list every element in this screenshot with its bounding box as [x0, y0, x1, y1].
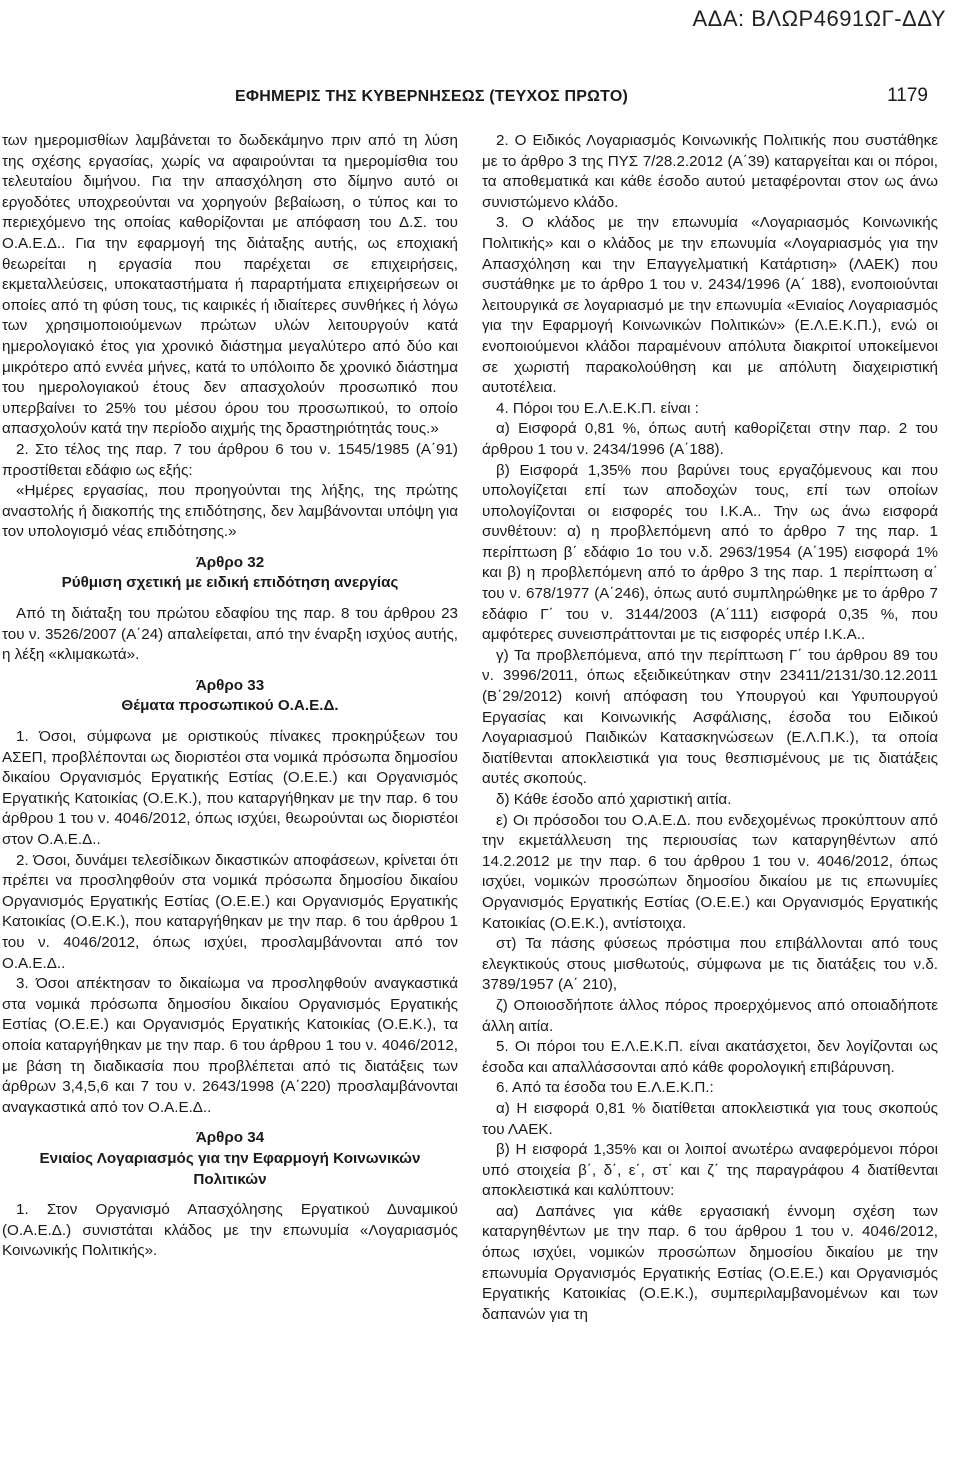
paragraph: 1. Στον Οργανισμό Απασχόλησης Εργατικού Δυναμικού (Ο.Α.Ε.Δ.) συνιστάται κλάδος με την επωνυμία «Λογαριασμός Κοινωνικής Πολιτικής». — [2, 1201, 458, 1260]
paragraph: αα) Δαπάνες για κάθε εργασιακή έννομη σχέση των καταργηθέντων με την παρ. 6 του άρθρου 1 του ν. 4046/2012, όπως ισχύει, νομικών προσώπων δημοσίου δικαίου με την επωνυμία Οργανισμός Εργατικής Εστίας (Ο.Ε.Ε.) και Οργανισμός Εργατικής Κατοικίας (Ο.Ε.Κ.), συμπεριλαμβανομένων και των δαπανών για τη — [482, 1202, 938, 1323]
article-32-title: Ρύθμιση σχετική με ειδική επιδότηση ανεργίας — [61, 574, 399, 592]
paragraph: 3. Ο κλάδος με την επωνυμία «Λογαριασμός Κοινωνικής Πολιτικής» και ο κλάδος με την επωνυμία «Λογαριασμός για την Απασχόληση και την Επαγγελματική Κατάρτιση» (ΛΑΕΚ) που συστάθηκε με το άρθρο 1 του ν. 2434/1996 (Α΄ 188), ενοποιούνται λειτουργικά σε λογαριασμό με την επωνυμία «Ενιαίος Λογαριασμός για την Εφαρμογή Κοινωνικών Πολιτικών» (Ε.Λ.Ε.Κ.Π.), ενώ οι ενοποιούμενοι κλάδοι παραμένουν απόλυτα διακριτοί υποκείμενοι σε χωριστή παρακολούθηση και με απόλυτη διαχειριστική αυτοτέλεια. — [482, 214, 938, 397]
paragraph: 2. Όσοι, δυνάμει τελεσίδικων δικαστικών αποφάσεων, κρίνεται ότι πρέπει να προσληφθούν στα νομικά πρόσωπα δημοσίου δικαίου Οργανισμός Εργατικής Εστίας (Ο.Ε.Ε.) και Οργανισμός Εργατικής Κατοικίας (Ο.Ε.Κ.), που καταργήθηκαν με την παρ. 6 του άρθρου 1 του ν. 4046/2012, όπως ισχύει, προσλαμβάνονται από τον Ο.Α.Ε.Δ.. — [2, 851, 458, 972]
paragraph: ζ) Οποιοσδήποτε άλλος πόρος προερχόμενος από οποιαδήποτε άλλη αιτία. — [482, 996, 938, 1035]
paragraph: 6. Από τα έσοδα του Ε.Λ.Ε.Κ.Π.: — [496, 1079, 714, 1097]
left-column — [2, 131, 458, 1262]
paragraph: 2. Στο τέλος της παρ. 7 του άρθρου 6 του ν. 1545/1985 (Α΄91) προστίθεται εδάφιο ως εξής: — [2, 440, 458, 479]
paragraph: β) Εισφορά 1,35% που βαρύνει τους εργαζόμενους και που υπολογίζεται επί των αποδοχών τους, επί των οποίων υπολογίζονται οι εισφορές του Ι.Κ.Α.. Την ως άνω εισφορά συνθέτουν: α) η προβλεπόμενη από το άρθρο 7 της παρ. 1 περίπτωση β΄ εδάφιο 1ο του ν.δ. 2963/1954 (Α΄195) εισφορά 1% και β) η προβλεπόμενη από το άρθρο 3 της παρ. 1 περίπτωση α΄ του ν. 678/1977 (Α΄246), όπως αυτό συμπληρώθηκε με το άρθρο 7 εδάφιο Γ΄ του ν. 3144/2003 (Α΄111) εισφορά 0,35 %, που αμφότερες συνεισπράττονται με τις εισφορές υπέρ Ι.Κ.Α.. — [482, 461, 938, 644]
paragraph: «Ημέρες εργασίας, που προηγούνται της λήξης, της πρώτης αναστολής ή διακοπής της επιδότησης, δεν λαμβάνονται υπόψη για τον υπολογισμό νέας επιδότησης.» — [2, 482, 458, 541]
paragraph: Από τη διάταξη του πρώτου εδαφίου της παρ. 8 του άρθρου 23 του ν. 3526/2007 (Α΄24) απαλείφεται, από την έναρξη ισχύος αυτής, η λέξη «κλιμακωτά». — [2, 605, 458, 664]
paragraph: α) Η εισφορά 0,81 % διατίθεται αποκλειστικά για τους σκοπούς του ΛΑΕΚ. — [482, 1099, 938, 1138]
gazette-title: ΕΦΗΜΕΡΙΣ ΤΗΣ ΚΥΒΕΡΝΗΣΕΩΣ (ΤΕΥΧΟΣ ΠΡΩΤΟ) — [235, 88, 629, 105]
paragraph: β) Η εισφορά 1,35% και οι λοιποί ανωτέρω αναφερόμενοι πόροι υπό στοιχεία β΄, δ΄, ε΄, στ΄ και ζ΄ της παραγράφου 4 διατίθενται αποκλειστικά και καλύπτουν: — [482, 1141, 938, 1200]
ada-code: ΑΔΑ: ΒΛΩΡ4691ΩΓ-ΔΔΥ — [692, 6, 946, 31]
paragraph: των ημερομισθίων λαμβάνεται το δωδεκάμηνο πριν από τη λύση της σχέσης εργασίας, χωρίς να αφαιρούνται τα ημερομίσθια του τελευταίου διμήνου. Για την απασχόληση στο δίμηνο αυτό οι εργοδότες υποχρεούνται να χορηγούν βεβαίωση, ο τύπος και το περιεχόμενο της οποίας καθορίζονται με απόφαση του Δ.Σ. του Ο.Α.Ε.Δ.. Για την εφαρμογή της διάταξης αυτής, ως εποχιακή θεωρείται η εργασία που παρέχεται σε επιχειρήσεις, εκμεταλλεύσεις, υποκαταστήματα ή παραρτήματα επιχειρήσεων οι οποίες από τη φύση τους, τις καιρικές ή ιδιαίτερες συνθήκες ή λόγω των χρησιμοποιούμενων πρώτων υλών λειτουργούν κατά ημερολογιακό έτος για χρονικό διάστημα μεγαλύτερο από δύο και μικρότερο από εννέα μήνες, κατά το υπόλοιπο δε χρονικό διάστημα του ημερολογιακού έτους δεν απασχολούν προσωπικό που υπερβαίνει το 25% του μέσου όρου του προσωπικού, το οποίο απασχολούν κατά την περίοδο αιχμής της δραστηριότητάς τους.» — [2, 132, 458, 438]
paragraph: γ) Τα προβλεπόμενα, από την περίπτωση Γ΄ του άρθρου 89 του ν. 3996/2011, όπως εξειδικεύτηκαν στην 23411/2131/30.12.2011 (Β΄29/2012) κοινή απόφαση του Υπουργού και Υφυπουργού Εργασίας και Κοινωνικής Ασφάλισης, έσοδα του Ειδικού Λογαριασμού Παιδικών Κατασκηνώσεων (Ε.Λ.Π.Κ.), τα οποία διατίθενται αποκλειστικά για τους θεσπισμένους με τις διατάξεις αυτές σκοπούς. — [482, 646, 938, 788]
paragraph: 4. Πόροι του Ε.Λ.Ε.Κ.Π. είναι : — [496, 399, 699, 417]
article-34-number: Άρθρο 34 — [195, 1129, 265, 1147]
page-header — [0, 85, 960, 118]
article-34-title: Ενιαίος Λογαριασμός για την Εφαρμογή Κοινωνικών Πολιτικών — [39, 1149, 421, 1188]
paragraph: ε) Οι πρόσοδοι του Ο.Α.Ε.Δ. που ενδεχομένως προκύπτουν από την εκμετάλλευση της περιουσίας των καταργηθέντων από 14.2.2012 με την παρ. 6 του άρθρου 1 του ν. 4046/2012, όπως ισχύει, νομικών προσώπων δημοσίου δικαίου με τις επωνυμίες Οργανισμός Εργατικής Εστίας (Ο.Ε.Ε.) και Οργανισμός Εργατικής Κατοικίας (Ο.Ε.Κ.), αντίστοιχα. — [482, 811, 938, 932]
paragraph: δ) Κάθε έσοδο από χαριστική αιτία. — [496, 791, 732, 808]
article-33-title: Θέματα προσωπικού Ο.Α.Ε.Δ. — [121, 697, 339, 715]
article-33-number: Άρθρο 33 — [195, 676, 265, 694]
paragraph: 2. Ο Ειδικός Λογαριασμός Κοινωνικής Πολιτικής που συστάθηκε με το άρθρο 3 της ΠΥΣ 7/28.2.2012 (Α΄39) καταργείται και οι πόροι, τα αποθεματικά και κάθε έσοδο αυτού μεταφέρονται στον ως άνω συνιστώμενο κλάδο. — [482, 132, 938, 211]
paragraph: α) Εισφορά 0,81 %, όπως αυτή καθορίζεται στην παρ. 2 του άρθρου 1 του ν. 2434/1996 (Α΄188). — [482, 420, 938, 458]
right-column — [482, 131, 938, 1325]
paragraph: στ) Τα πάσης φύσεως πρόστιμα που επιβάλλονται από τους ελεγκτικούς στους μισθωτούς, σύμφωνα με τις διατάξεις του ν.δ. 3789/1957 (Α΄ 210), — [482, 935, 938, 994]
article-32-number: Άρθρο 32 — [195, 553, 265, 571]
paragraph: 3. Όσοι απέκτησαν το δικαίωμα να προσληφθούν αναγκαστικά στα νομικά πρόσωπα δημοσίου δικαίου Οργανισμός Εργατικής Εστίας (Ο.Ε.Ε.) και Οργανισμός Εργατικής Κατοικίας (Ο.Ε.Κ.), τα οποία καταργήθηκαν με την παρ. 6 του άρθρου 1 του ν. 4046/2012, με βάση τη διαδικασία που προβλέπεται από τις διατάξεις των άρθρων 3,4,5,6 και 7 του ν. 2643/1998 (Α΄220) προσλαμβάνονται αναγκαστικά από τον Ο.Α.Ε.Δ.. — [2, 975, 458, 1116]
paragraph: 1. Όσοι, σύμφωνα με οριστικούς πίνακες προκηρύξεων του ΑΣΕΠ, προβλέπονται ως διοριστέοι στα νομικά πρόσωπα δημοσίου δικαίου Οργανισμός Εργατικής Εστίας (Ο.Ε.Ε.) και Οργανισμός Εργατικής Κατοικίας (Ο.Ε.Κ.), που καταργήθηκαν με την παρ. 6 του άρθρου 1 του ν. 4046/2012, όπως ισχύει, θεωρούνται ως διοριστέοι στον Ο.Α.Ε.Δ.. — [2, 728, 458, 848]
paragraph: 5. Οι πόροι του Ε.Λ.Ε.Κ.Π. είναι ακατάσχετοι, δεν λογίζονται ως έσοδα και απαλλάσσονται από κάθε φορολογική επιβάρυνση. — [482, 1038, 938, 1076]
page-number: 1179 — [887, 85, 928, 106]
